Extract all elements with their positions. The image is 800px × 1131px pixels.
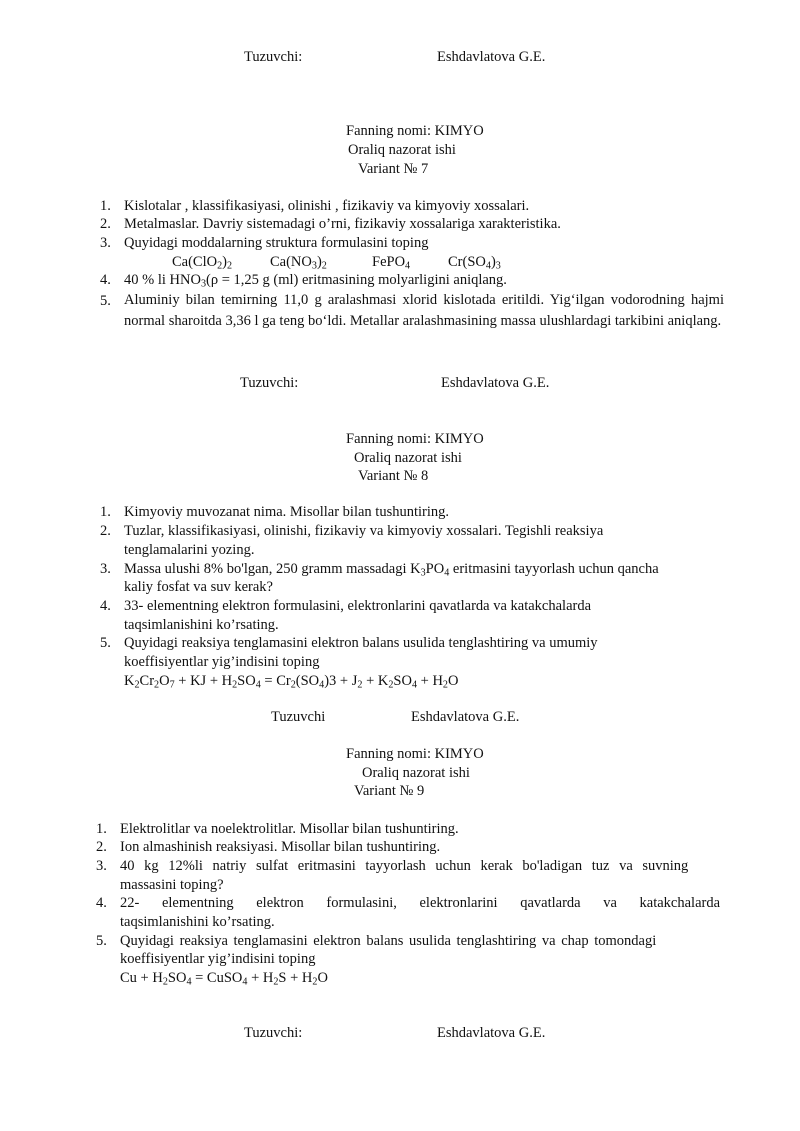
exam-heading: Oraliq nazorat ishi — [354, 450, 462, 466]
v8-question-4-cont: taqsimlanishini ko’rsating. — [124, 617, 279, 633]
question-number: 4. — [100, 272, 111, 288]
question-number: 1. — [100, 198, 111, 214]
v8-question-1: Kimyoviy muvozanat nima. Misollar bilan tushuntiring. — [124, 504, 450, 520]
variant-heading: Variant № 7 — [358, 161, 429, 177]
v8-question-2: Tuzlar, klassifikasiyasi, olinishi, fizikaviy va kimyoviy xossalari. Tegishli reaksiya — [124, 523, 604, 539]
question-number: 1. — [100, 504, 111, 520]
variant-heading: Variant № 9 — [354, 783, 425, 799]
question-number: 2. — [96, 839, 107, 855]
v8-question-3: Massa ulushi 8% bo'lgan, 250 gramm massadagi $K_3PO_4$ eritmasini tayyorlash uchun qancha — [124, 561, 659, 579]
v7-question-3: Quyidagi moddalarning struktura formulasini toping — [124, 235, 429, 251]
v9-question-3: 40 kg 12%li natriy sulfat eritmasini tayyorlash uchun kerak bo'ladigan tuz va suvning — [120, 858, 689, 874]
v7-question-2: Metalmaslar. Davriy sistemadagi o’rni, fizikaviy xossalariga xarakteristika. — [124, 216, 561, 232]
v8-question-5-cont: koeffisiyentlar yig’indisini toping — [124, 654, 320, 670]
question-number: 3. — [96, 858, 107, 874]
question-number: 3. — [100, 235, 111, 251]
formula-chromium-sulfate: $Cr(SO_4)_3$ — [448, 254, 501, 272]
exam-heading: Oraliq nazorat ishi — [348, 142, 456, 158]
question-number: 2. — [100, 523, 111, 539]
signature-label: Tuzuvchi — [271, 709, 326, 725]
v9-question-3-cont: massasini toping? — [120, 877, 224, 893]
v9-reaction-equation: $Cu + H_2SO_4$ = CuSO$_4$ + $H_2S + H_2O$ — [120, 970, 328, 988]
v8-question-5: Quyidagi reaksiya tenglamasini elektron balans usulida tenglashtiring va umumiy — [124, 635, 598, 651]
exam-heading: Oraliq nazorat ishi — [362, 765, 470, 781]
subject-heading: Fanning nomi: KIMYO — [346, 746, 484, 762]
question-number: 2. — [100, 216, 111, 232]
question-number: 5. — [100, 635, 111, 651]
question-number: 3. — [100, 561, 111, 577]
signature-name: Eshdavlatova G.E. — [437, 49, 546, 65]
v9-question-5: Quyidagi reaksiya tenglamasini elektron balans usulida tenglashtiring va chap tomondagi — [120, 933, 657, 949]
v8-reaction-equation: $K_2Cr_2O_7$ + KJ + $H_2SO_4 = Cr_2(SO_4)3 + J_2 + K_2SO_4 + H_2O$ — [124, 673, 459, 691]
signature-label: Tuzuvchi: — [244, 1025, 303, 1041]
v9-question-4-cont: taqsimlanishini ko’rsating. — [120, 914, 275, 930]
v9-question-4: 22- elementning elektron formulasini, elektronlarini qavatlarda va katakchalarda — [120, 895, 721, 911]
v8-question-3-cont: kaliy fosfat va suv kerak? — [124, 579, 273, 595]
v9-question-5-cont: koeffisiyentlar yig’indisini toping — [120, 951, 316, 967]
question-number: 1. — [96, 821, 107, 837]
question-number: 5. — [96, 933, 107, 949]
question-number: 4. — [100, 598, 111, 614]
signature-name: Eshdavlatova G.E. — [437, 1025, 546, 1041]
v7-question-4: 40 % li $HNO_3(\rho = 1,25$ g (ml) eritmasining molyarligini aniqlang. — [124, 272, 507, 290]
signature-label: Tuzuvchi: — [240, 375, 299, 391]
v9-question-1: Elektrolitlar va noelektrolitlar. Misollar bilan tushuntiring. — [120, 821, 459, 837]
formula-calcium-chlorite: $Ca(ClO_2)_2$ — [172, 254, 233, 272]
v7-question-1: Kislotalar , klassifikasiyasi, olinishi , fizikaviy va kimyoviy xossalari. — [124, 198, 530, 214]
signature-name: Eshdavlatova G.E. — [441, 375, 550, 391]
v9-question-2: Ion almashinish reaksiyasi. Misollar bilan tushuntiring. — [120, 839, 441, 855]
variant-heading: Variant № 8 — [358, 468, 429, 484]
question-number: 5. — [100, 293, 111, 309]
signature-name: Eshdavlatova G.E. — [411, 709, 520, 725]
formula-calcium-nitrate: $Ca(NO_3)_2$ — [270, 254, 327, 272]
question-number: 4. — [96, 895, 107, 911]
v8-question-4: 33- elementning elektron formulasini, elektronlarini qavatlarda va katakchalarda — [124, 598, 592, 614]
subject-heading: Fanning nomi: KIMYO — [346, 123, 484, 139]
formula-iron-phosphate: FePO$_4$ — [372, 254, 411, 272]
subject-heading: Fanning nomi: KIMYO — [346, 431, 484, 447]
v7-question-5: Aluminiy bilan temirning 11,0 g aralashmasi xlorid kislotada eritildi. Yig‘ilgan vodorodning hajmi normal sharoitda 3,36 l ga teng bo‘ldi. Metallar aralashmasining massa ulushlardagi tarkibini aniqlang. — [124, 292, 724, 329]
signature-label: Tuzuvchi: — [244, 49, 303, 65]
v8-question-2-cont: tenglamalarini yozing. — [124, 542, 255, 558]
